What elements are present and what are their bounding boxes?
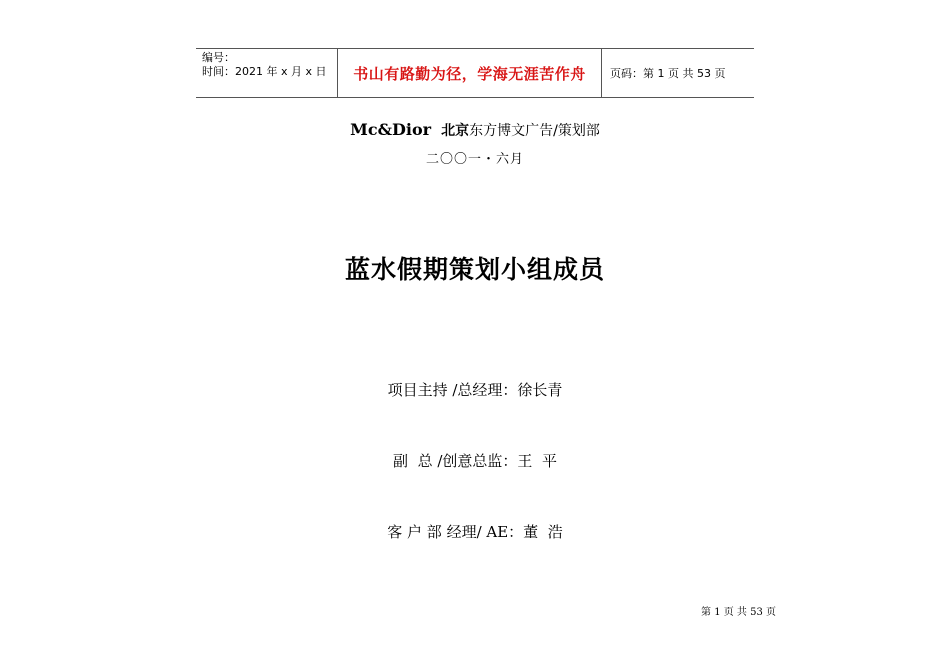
header-meta-cell: [196, 49, 338, 97]
member-line-account-manager: 客 户 部 经理/ AE：董 浩: [387, 523, 563, 541]
page-title: 蓝水假期策划小组成员: [344, 255, 605, 284]
document-header: [196, 48, 754, 98]
serial-number-label: 编号：: [202, 51, 235, 64]
brand-name: Mc&Dior: [350, 120, 432, 139]
org-department: 东方博文广告/策划部: [469, 123, 600, 139]
time-label: 时间：2021 年 x 月 x 日: [202, 65, 327, 78]
member-line-project-lead: 项目主持 /总经理：徐长青: [387, 381, 563, 399]
header-page-code: 页码：第 1 页 共 53 页: [610, 67, 726, 80]
organization-line: [0, 120, 950, 140]
page-footer: 第 1 页 共 53 页: [701, 607, 776, 618]
header-motto: 书山有路勤为径，学海无涯苦作舟: [338, 49, 602, 97]
document-date: 二〇〇一・六月: [425, 152, 524, 167]
org-city: 北京: [441, 123, 470, 139]
member-line-creative-director: 副 总 /创意总监：王 平: [393, 452, 557, 470]
